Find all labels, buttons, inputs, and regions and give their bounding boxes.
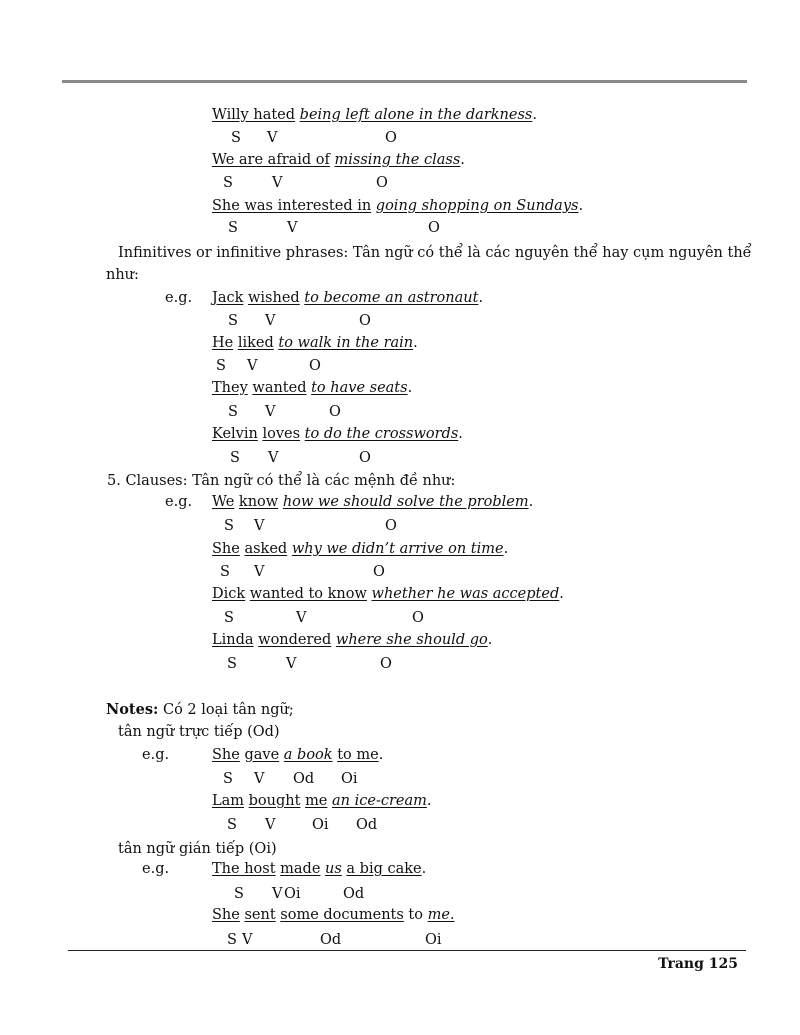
subject: Jack — [212, 290, 244, 306]
label-o: O — [428, 220, 440, 236]
punct: . — [426, 793, 432, 809]
notes-label: Notes: — [106, 701, 159, 718]
example-sentence — [212, 289, 483, 307]
label-v: V — [272, 886, 283, 902]
label-v: V — [272, 175, 283, 191]
page-number: Trang 125 — [658, 956, 738, 972]
object: why we didn’t arrive on time — [291, 541, 504, 557]
label-o: O — [412, 610, 424, 626]
object: going shopping on Sundays — [375, 198, 579, 214]
subject: Lam — [212, 793, 245, 809]
example-sentence — [212, 151, 465, 169]
label-v: V — [296, 610, 307, 626]
subject: He — [212, 335, 234, 351]
label-v: V — [254, 518, 265, 534]
label-o: O — [359, 450, 371, 466]
eg-label: e.g. — [142, 861, 170, 877]
verb: loves — [262, 426, 301, 442]
subject-verb: Willy hated — [212, 107, 296, 123]
section-paragraph: Infinitives or infinitive phrases: Tân ngữ có thể là các nguyên thể hay cụm nguyên thể — [118, 245, 752, 261]
verb: wanted to know — [249, 586, 367, 602]
punct: . — [532, 107, 537, 123]
subject-verb: She was interested in — [212, 198, 372, 214]
label-v: V — [286, 656, 297, 672]
object: to walk in the rain — [278, 335, 414, 351]
example-sentence — [212, 493, 533, 511]
label-s: S — [234, 886, 244, 902]
verb: bought — [248, 793, 301, 809]
label-oi: Oi — [425, 932, 442, 948]
direct-object: a big cake — [346, 861, 422, 877]
example-sentence — [212, 585, 564, 603]
example-sentence — [212, 334, 418, 352]
header-rule — [62, 80, 747, 83]
subject-verb: We are afraid of — [212, 152, 330, 168]
direct-object: an ice-cream — [332, 793, 427, 809]
example-sentence — [212, 197, 583, 215]
example-sentence — [212, 860, 426, 878]
label-v: V — [265, 817, 276, 833]
punct: . — [487, 632, 493, 648]
label-s: S — [227, 817, 237, 833]
verb: know — [238, 494, 279, 510]
label-s: S — [227, 656, 237, 672]
label-s: S — [224, 518, 234, 534]
label-o: O — [373, 564, 385, 580]
label-s: S — [224, 610, 234, 626]
preposition: to — [403, 907, 428, 923]
notes-indirect: tân ngữ gián tiếp (Oi) — [118, 841, 277, 857]
example-sentence — [212, 792, 431, 810]
punct: . — [421, 861, 427, 877]
label-o: O — [359, 313, 371, 329]
eg-label: e.g. — [165, 494, 193, 510]
label-o: O — [380, 656, 392, 672]
object: to have seats — [311, 380, 408, 396]
label-od: Od — [356, 817, 378, 833]
label-v: V — [267, 130, 278, 146]
punct: . — [413, 335, 418, 351]
label-v: V — [254, 564, 265, 580]
verb: gave — [244, 747, 280, 763]
object: to become an astronaut — [304, 290, 479, 306]
label-od: Od — [320, 932, 342, 948]
label-v: V — [268, 450, 279, 466]
label-s: S — [228, 404, 238, 420]
notes-text: Có 2 loại tân ngữ; — [158, 702, 294, 718]
subject: Linda — [212, 632, 254, 648]
punct: . — [528, 494, 534, 510]
notes-heading — [106, 701, 294, 719]
label-s: S — [223, 175, 233, 191]
label-s: S — [228, 220, 238, 236]
footer-rule — [68, 950, 746, 951]
label-o: O — [329, 404, 341, 420]
label-o: O — [385, 518, 397, 534]
subject: They — [212, 380, 248, 396]
example-sentence — [212, 425, 463, 443]
label-s: S — [230, 450, 240, 466]
direct-object: some documents — [280, 907, 404, 923]
direct-object: a book — [283, 747, 333, 763]
label-s: S — [231, 130, 241, 146]
label-od: Od — [293, 771, 315, 787]
label-oi: Oi — [284, 886, 301, 902]
example-sentence — [212, 906, 455, 924]
eg-label: e.g. — [165, 290, 193, 306]
verb: sent — [244, 907, 276, 923]
subject: She — [212, 907, 240, 923]
subject: Dick — [212, 586, 246, 602]
label-oi: Oi — [341, 771, 358, 787]
punct: . — [478, 290, 484, 306]
label-s: S — [228, 313, 238, 329]
indirect-object: me. — [427, 907, 455, 923]
example-sentence — [212, 746, 383, 764]
subject: She — [212, 541, 240, 557]
indirect-object: us — [325, 861, 342, 877]
subject: The host — [212, 861, 276, 877]
punct: . — [407, 380, 413, 396]
label-v: V — [265, 404, 276, 420]
example-sentence — [212, 540, 508, 558]
object: being left alone in the darkness — [299, 107, 533, 123]
label-o: O — [309, 358, 321, 374]
object: missing the class — [334, 152, 461, 168]
object: where she should go — [335, 632, 488, 648]
label-v: V — [287, 220, 298, 236]
label-oi: Oi — [312, 817, 329, 833]
label-v: V — [265, 313, 276, 329]
verb: liked — [237, 335, 274, 351]
object: to do the crosswords — [304, 426, 459, 442]
label-s: S — [227, 932, 237, 948]
eg-label: e.g. — [142, 747, 170, 763]
punct: . — [578, 198, 584, 214]
punct: . — [458, 426, 463, 442]
verb: wondered — [258, 632, 332, 648]
notes-direct: tân ngữ trực tiếp (Od) — [118, 724, 280, 740]
label-o: O — [376, 175, 388, 191]
example-sentence — [212, 106, 537, 124]
indirect-object: to me — [337, 747, 379, 763]
punct: . — [559, 586, 564, 602]
verb: wanted — [252, 380, 307, 396]
verb: made — [280, 861, 321, 877]
label-s: S — [223, 771, 233, 787]
subject: She — [212, 747, 240, 763]
label-v: V — [247, 358, 258, 374]
label-v: V — [254, 771, 265, 787]
label-s: S — [220, 564, 230, 580]
subject: We — [212, 494, 235, 510]
object: how we should solve the problem — [282, 494, 529, 510]
verb: wished — [247, 290, 300, 306]
verb: asked — [244, 541, 288, 557]
label-od: Od — [343, 886, 365, 902]
label-v: V — [242, 932, 253, 948]
punct: . — [378, 747, 384, 763]
section-paragraph-cont: như: — [106, 267, 139, 283]
indirect-object: me — [305, 793, 328, 809]
example-sentence — [212, 631, 492, 649]
section-heading: 5. Clauses: Tân ngữ có thể là các mệnh đề như: — [107, 473, 456, 489]
subject: Kelvin — [212, 426, 258, 442]
example-sentence — [212, 379, 412, 397]
object: whether he was accepted — [371, 586, 560, 602]
punct: . — [460, 152, 465, 168]
punct: . — [503, 541, 509, 557]
label-s: S — [216, 358, 226, 374]
label-o: O — [385, 130, 397, 146]
